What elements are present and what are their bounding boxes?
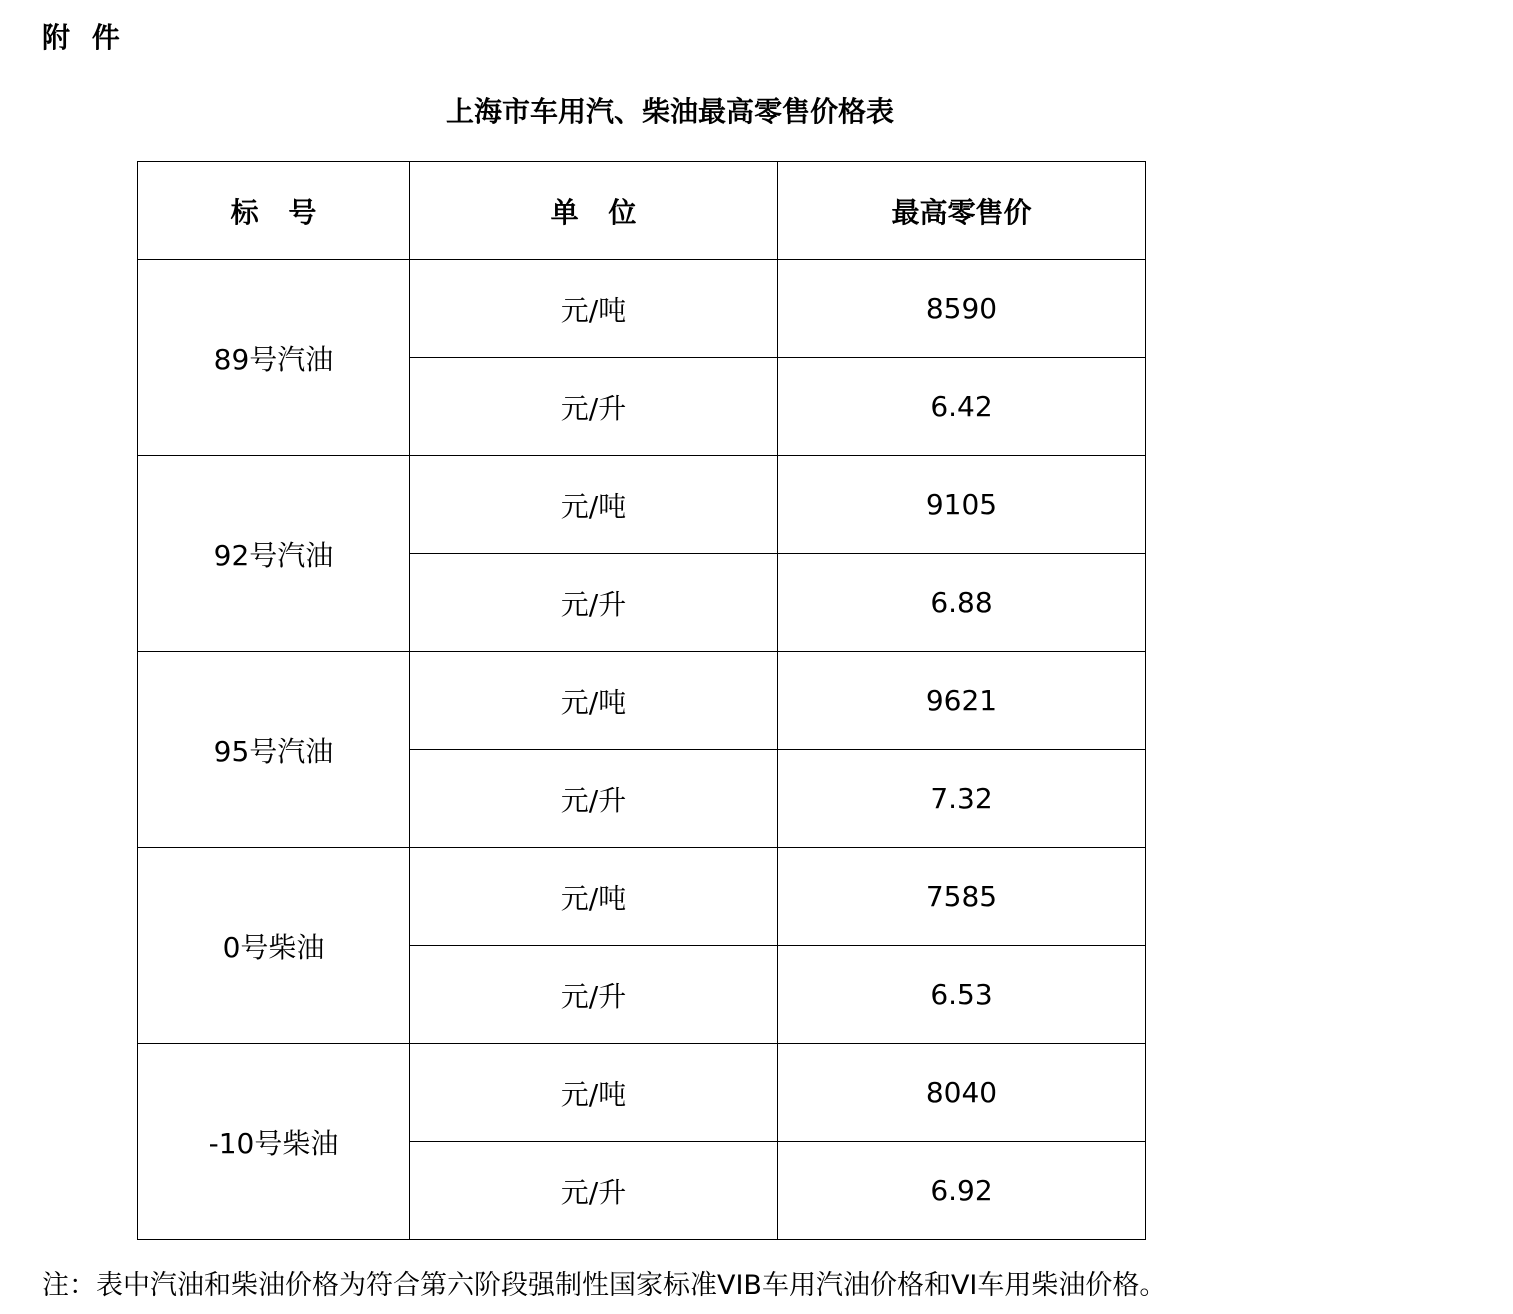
grade-cell: 0号柴油 bbox=[138, 848, 410, 1044]
table-row bbox=[138, 260, 1146, 358]
attachment-label: 附 件 bbox=[42, 21, 126, 54]
unit-cell: 元/升 bbox=[410, 554, 778, 652]
unit-cell: 元/吨 bbox=[410, 848, 778, 946]
price-table bbox=[137, 161, 1146, 1240]
price-cell: 6.53 bbox=[778, 946, 1146, 1044]
price-cell: 8040 bbox=[778, 1044, 1146, 1142]
price-cell: 8590 bbox=[778, 260, 1146, 358]
price-cell: 9621 bbox=[778, 652, 1146, 750]
price-cell: 6.92 bbox=[778, 1142, 1146, 1240]
price-cell: 7.32 bbox=[778, 750, 1146, 848]
grade-cell: 95号汽油 bbox=[138, 652, 410, 848]
unit-cell: 元/升 bbox=[410, 1142, 778, 1240]
unit-cell: 元/吨 bbox=[410, 456, 778, 554]
price-cell: 9105 bbox=[778, 456, 1146, 554]
column-header-unit: 单 位 bbox=[410, 162, 778, 260]
unit-cell: 元/吨 bbox=[410, 1044, 778, 1142]
price-cell: 7585 bbox=[778, 848, 1146, 946]
unit-cell: 元/吨 bbox=[410, 260, 778, 358]
footnote: 注：表中汽油和柴油价格为符合第六阶段强制性国家标准VIB车用汽油价格和VI车用柴油价格。 bbox=[42, 1270, 1167, 1301]
unit-cell: 元/升 bbox=[410, 358, 778, 456]
table-row bbox=[138, 848, 1146, 946]
table-row bbox=[138, 1044, 1146, 1142]
column-header-grade: 标 号 bbox=[138, 162, 410, 260]
table-row bbox=[138, 652, 1146, 750]
grade-cell: 92号汽油 bbox=[138, 456, 410, 652]
page-title: 上海市车用汽、柴油最高零售价格表 bbox=[445, 95, 894, 128]
price-cell: 6.42 bbox=[778, 358, 1146, 456]
grade-cell: 89号汽油 bbox=[138, 260, 410, 456]
column-header-max-price: 最高零售价 bbox=[778, 162, 1146, 260]
grade-cell: -10号柴油 bbox=[138, 1044, 410, 1240]
price-cell: 6.88 bbox=[778, 554, 1146, 652]
unit-cell: 元/升 bbox=[410, 750, 778, 848]
unit-cell: 元/吨 bbox=[410, 652, 778, 750]
table-header-row bbox=[138, 162, 1146, 260]
unit-cell: 元/升 bbox=[410, 946, 778, 1044]
table-row bbox=[138, 456, 1146, 554]
